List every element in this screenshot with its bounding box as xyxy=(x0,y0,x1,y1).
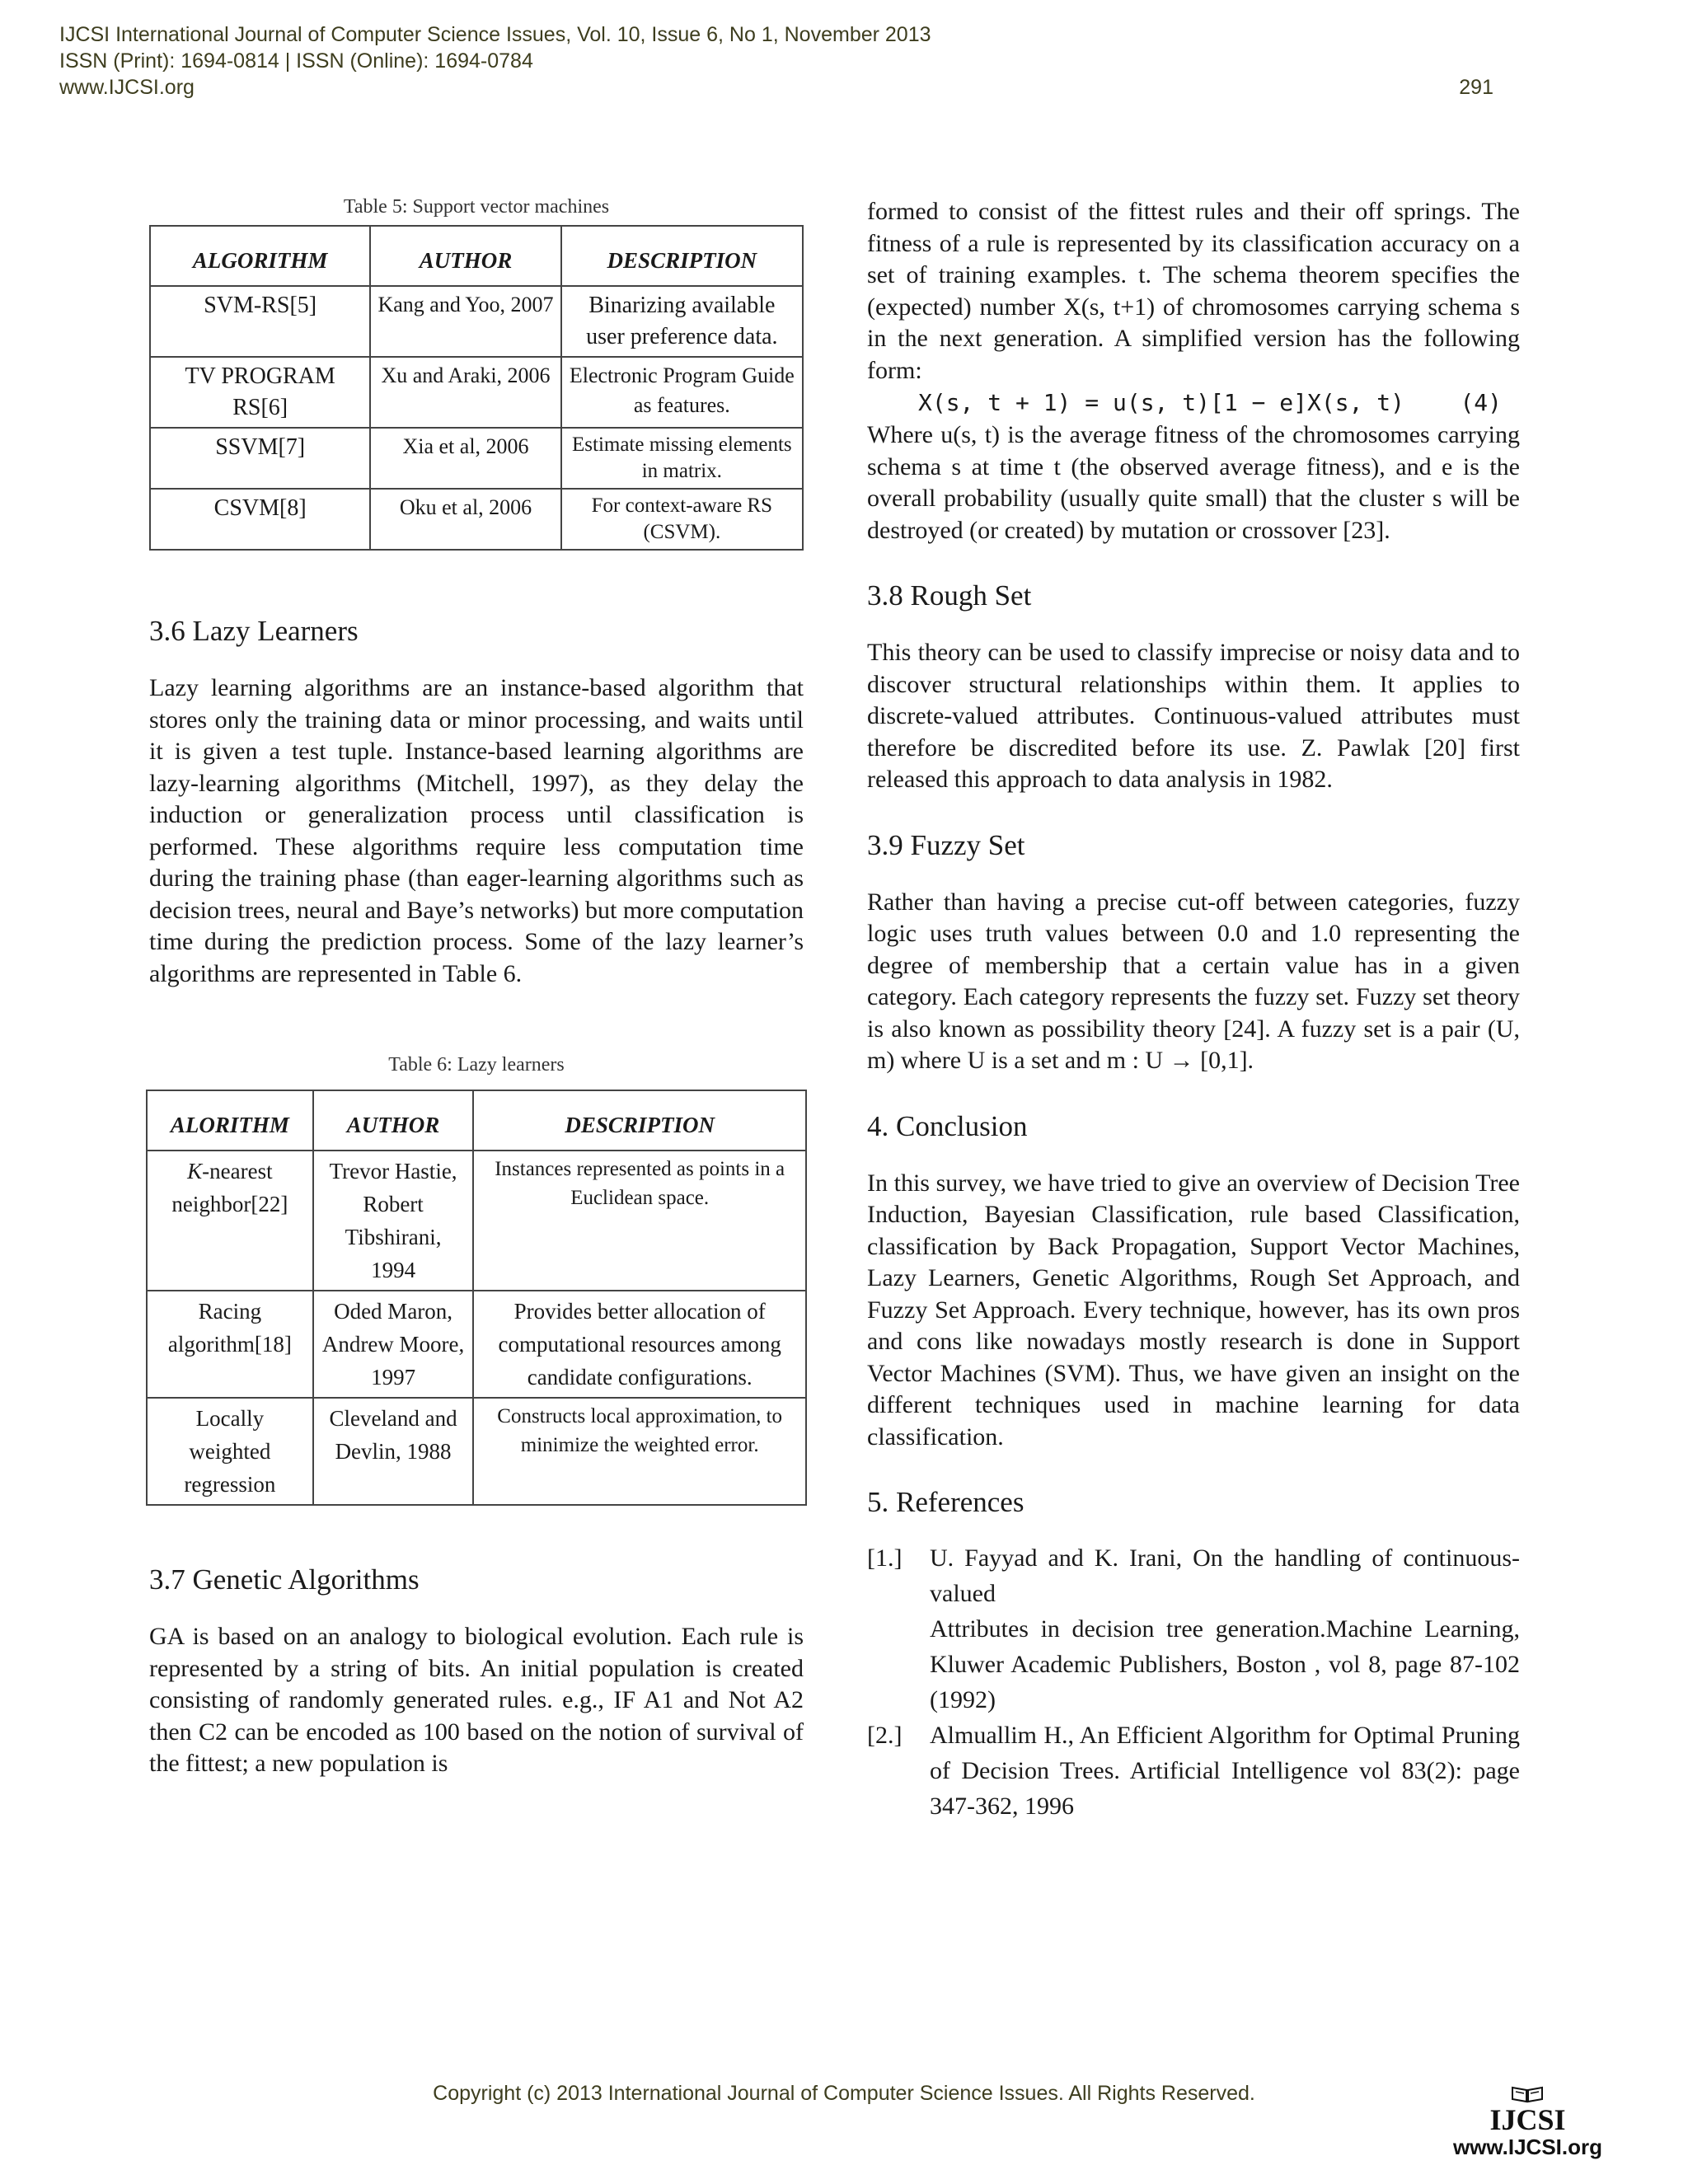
table-row xyxy=(147,1151,806,1291)
table-cell: Electronic Program Guide as features. xyxy=(561,357,803,428)
table-row xyxy=(150,428,803,489)
table-cell: Kang and Yoo, 2007 xyxy=(370,286,560,357)
table-row xyxy=(147,1398,806,1505)
section-heading: 5. References xyxy=(867,1486,1025,1518)
table-cell: Binarizing available user preference data. xyxy=(561,286,803,357)
section-heading: 3.9 Fuzzy Set xyxy=(867,828,1025,861)
journal-url: www.IJCSI.org xyxy=(59,76,195,99)
ijcsi-logo xyxy=(1453,2085,1602,2160)
equation-body: X(s, t + 1) = u(s, t)[1 − e]X(s, t) xyxy=(917,389,1404,416)
table-cell: Oded Maron, Andrew Moore, 1997 xyxy=(313,1291,474,1398)
table-row xyxy=(147,1291,806,1398)
logo-text: IJCSI xyxy=(1489,2103,1566,2136)
reference-text: U. Fayyad and K. Irani, On the handling of continuous-valued xyxy=(930,1544,1520,1607)
section-body: GA is based on an analogy to biological evolution. Each rule is represented by a string of bits. An initial population is created consisting of randomly generated rules. e.g., IF A1 and Not A2 then C2 can be encoded as 100 based on the notion of survival of the fittest; a new population is xyxy=(149,1623,804,1777)
table-cell: Constructs local approximation, to minimize the weighted error. xyxy=(473,1398,806,1505)
column-header: AUTHOR xyxy=(370,226,560,286)
logo-url: www.IJCSI.org xyxy=(1452,2135,1602,2159)
table5-caption: Table 5: Support vector machines xyxy=(343,196,610,218)
section-heading: 3.7 Genetic Algorithms xyxy=(149,1563,420,1596)
reference-number: [1.] xyxy=(867,1544,903,1572)
table-cell: Locally weighted regression xyxy=(147,1398,313,1505)
table-cell: CSVM[8] xyxy=(150,489,370,550)
section-heading: 4. Conclusion xyxy=(867,1109,1028,1142)
page-header xyxy=(59,21,1493,101)
section-heading: 3.6 Lazy Learners xyxy=(149,615,359,647)
section-body-continued: formed to consist of the fittest rules and their off springs. The fitness of a rule is represented by its classification accuracy on a set of training examples. t. The schema theorem specifies the (expected) number X(s, t+1) of chromosomes carrying schema s in the next generation. A simplified version has the following form: xyxy=(867,198,1520,384)
table6-caption: Table 6: Lazy learners xyxy=(388,1054,565,1076)
table6 xyxy=(146,1090,807,1506)
table-row xyxy=(150,286,803,357)
table-cell: TV PROGRAM RS[6] xyxy=(150,357,370,428)
equation-number: (4) xyxy=(1460,389,1503,416)
table-cell: Racing algorithm[18] xyxy=(147,1291,313,1398)
table-cell: Trevor Hastie, Robert Tibshirani, 1994 xyxy=(313,1151,474,1291)
reference-text: Almuallim H., An Efficient Algorithm for Optimal Pruning of Decision Trees. Artificial Intelligence vol 83(2): page 347-362, 1996 xyxy=(930,1722,1520,1820)
equation-4 xyxy=(900,387,1520,419)
reference-list xyxy=(867,1540,1520,1824)
section-body: In this survey, we have tried to give an overview of Decision Tree Induction, Bayesian Classification, rule based Classification, classification by Back Propagation, Support Vector Machines, Lazy Learners, Genetic Algorithms, Rough Set Approach, and Fuzzy Set Approach. Every technique, however, has its own pros and cons like nowadays mostly research is done in Support Vector Machines (SVM). Thus, we have given an insight on the different techniques used in machine learning for data classification. xyxy=(867,1169,1520,1451)
section-body: Where u(s, t) is the average fitness of the chromosomes carrying schema s at time t (the observed average fitness), and e is the overall probability (usually quite small) that the cluster s will be destroyed (or created) by mutation or crossover [23]. xyxy=(867,421,1520,544)
table-row xyxy=(150,357,803,428)
table-cell: SSVM[7] xyxy=(150,428,370,489)
issn-line: ISSN (Print): 1694-0814 | ISSN (Online): 1694-0784 xyxy=(59,49,533,73)
reference-number: [2.] xyxy=(867,1722,903,1749)
copyright-footer: Copyright (c) 2013 International Journal of Computer Science Issues. All Rights Reserved. xyxy=(433,2082,1255,2105)
column-header: DESCRIPTION xyxy=(473,1090,806,1151)
section-body: This theory can be used to classify imprecise or noisy data and to discover structural relationships within them. It applies to discrete-valued attributes. Continuous-valued attributes must therefore be discredited before its use. Z. Pawlak [20] first released this approach to data analysis in 1982. xyxy=(867,639,1520,793)
table-cell: Xu and Araki, 2006 xyxy=(370,357,560,428)
column-header: AUTHOR xyxy=(313,1090,474,1151)
table-cell: Instances represented as points in a Euclidean space. xyxy=(473,1151,806,1291)
table-cell: K-nearest neighbor[22] xyxy=(147,1151,313,1291)
table-header-row xyxy=(147,1090,806,1151)
left-column xyxy=(149,196,804,1780)
table-cell: Cleveland and Devlin, 1988 xyxy=(313,1398,474,1505)
table-cell: SVM-RS[5] xyxy=(150,286,370,357)
reference-text-cont: Attributes in decision tree generation.Machine Learning, Kluwer Academic Publishers, Boston , vol 8, page 87-102 (1992) xyxy=(930,1615,1520,1713)
table5 xyxy=(149,225,804,551)
column-header: ALGORITHM xyxy=(150,226,370,286)
table-header-row xyxy=(150,226,803,286)
section-body: Lazy learning algorithms are an instance-based algorithm that stores only the training data or minor processing, and waits until it is given a test tuple. Instance-based learning algorithms are lazy-learning algorithms (Mitchell, 1997), as they delay the induction or generalization process until classification is performed. These algorithms require less computation time during the training phase (than eager-learning algorithms such as decision trees, neural and Baye’s networks) but more computation time during the prediction process. Some of the lazy learner’s algorithms are represented in Table 6. xyxy=(149,674,804,987)
list-item xyxy=(867,1540,1520,1718)
column-header: DESCRIPTION xyxy=(561,226,803,286)
table-cell: Xia et al, 2006 xyxy=(370,428,560,489)
table-row xyxy=(150,489,803,550)
section-heading: 3.8 Rough Set xyxy=(867,579,1032,612)
section-body: Rather than having a precise cut-off between categories, fuzzy logic uses truth values between 0.0 and 1.0 representing the degree of membership that a certain value has in a given category. Each category represents the fuzzy set. Fuzzy set theory is also known as possibility theory [24]. A fuzzy set is a pair (U, m) where U is a set and m : U → [0,1]. xyxy=(867,888,1520,1074)
list-item xyxy=(867,1718,1520,1824)
column-header: ALORITHM xyxy=(147,1090,313,1151)
book-icon xyxy=(1511,2085,1544,2103)
table-cell: Provides better allocation of computational resources among candidate configurations. xyxy=(473,1291,806,1398)
journal-title: IJCSI International Journal of Computer Science Issues, Vol. 10, Issue 6, No 1, November 2013 xyxy=(59,23,931,46)
table-cell: Estimate missing elements in matrix. xyxy=(561,428,803,489)
right-column xyxy=(867,196,1520,1824)
table-cell: For context-aware RS (CSVM). xyxy=(561,489,803,550)
table-cell: Oku et al, 2006 xyxy=(370,489,560,550)
page-number: 291 xyxy=(1459,76,1493,99)
